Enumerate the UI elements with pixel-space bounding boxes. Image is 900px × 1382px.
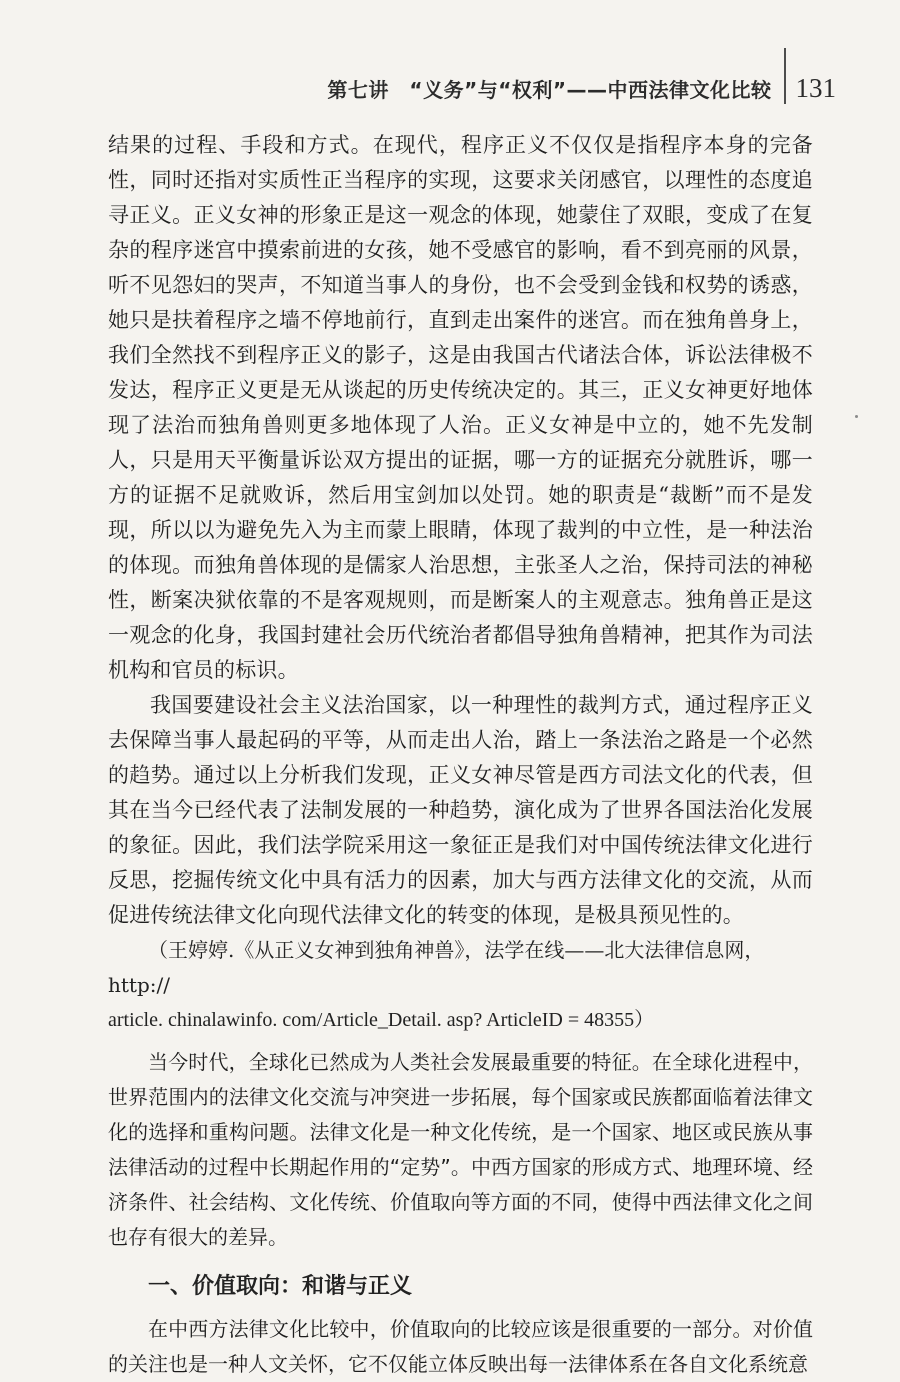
paragraph-4: 在中西方法律文化比较中，价值取向的比较应该是很重要的一部分。对价值的关注也是一种人文关怀，它不仅能立体反映出每一法律体系在各自文化系统意 (108, 1317, 813, 1376)
running-head-rule (784, 48, 786, 104)
citation-line-2: article. chinalawinfo. com/Article_Detail. asp? ArticleID = 48355） (108, 1009, 655, 1031)
section-heading: 一、价值取向：和谐与正义 (148, 1274, 413, 1299)
paragraph-3: 当今时代，全球化已然成为人类社会发展最重要的特征。在全球化进程中，世界范围内的法律文化交流与冲突进一步拓展，每个国家或民族都面临着法律文化的选择和重构问题。法律文化是一种文化传统，是一个国家、地区或民族从事法律活动的过程中长期起作用的“定势”。中西方国家的形成方式、地理环境、经济条件、社会结构、文化传统、价值取向等方面的不同，使得中西法律文化之间也存有很大的差异。 (108, 1050, 813, 1249)
scan-mark (855, 415, 858, 418)
running-head-title: 第七讲 “义务”与“权利”——中西法律文化比较 (327, 77, 772, 102)
citation-line-1: （王婷婷.《从正义女神到独角神兽》，法学在线——北大法律信息网，http:// (108, 938, 765, 997)
page-content (108, 128, 813, 1382)
paragraph-2: 我国要建设社会主义法治国家，以一种理性的裁判方式，通过程序正义去保障当事人最起码的平等，从而走出人治，踏上一条法治之路是一个必然的趋势。通过以上分析我们发现，正义女神尽管是西方司法文化的代表，但其在当今已经代表了法制发展的一种趋势，演化成为了世界各国法治化发展的象征。因此，我们法学院采用这一象征正是我们对中国传统法律文化进行反思，挖掘传统文化中具有活力的因素，加大与西方法律文化的交流，从而促进传统法律文化向现代法律文化的转变的体现，是极具预见性的。 (108, 693, 813, 927)
paragraph-1: 结果的过程、手段和方式。在现代，程序正义不仅仅是指程序本身的完备性，同时还指对实质性正当程序的实现，这要求关闭感官，以理性的态度追寻正义。正义女神的形象正是这一观念的体现，她蒙住了双眼，变成了在复杂的程序迷宫中摸索前进的女孩，她不受感官的影响，看不到亮丽的风景，听不见怨妇的哭声，不知道当事人的身份，也不会受到金钱和权势的诱惑，她只是扶着程序之墙不停地前行，直到走出案件的迷宫。而在独角兽身上，我们全然找不到程序正义的影子，这是由我国古代诸法合体，诉讼法律极不发达，程序正义更是无从谈起的历史传统决定的。其三，正义女神更好地体现了法治而独角兽则更多地体现了人治。正义女神是中立的，她不先发制人，只是用天平衡量诉讼双方提出的证据，哪一方的证据充分就胜诉，哪一方的证据不足就败诉，然后用宝剑加以处罚。她的职责是“裁断”而不是发现，所以以为避免先入为主而蒙上眼睛，体现了裁判的中立性，是一种法治的体现。而独角兽体现的是儒家人治思想，主张圣人之治，保持司法的神秘性，断案决狱依靠的不是客观规则，而是断案人的主观意志。独角兽正是这一观念的化身，我国封建社会历代统治者都倡导独角兽精神，把其作为司法机构和官员的标识。 (108, 133, 813, 682)
running-head (327, 68, 836, 108)
page-number: 131 (795, 72, 836, 103)
